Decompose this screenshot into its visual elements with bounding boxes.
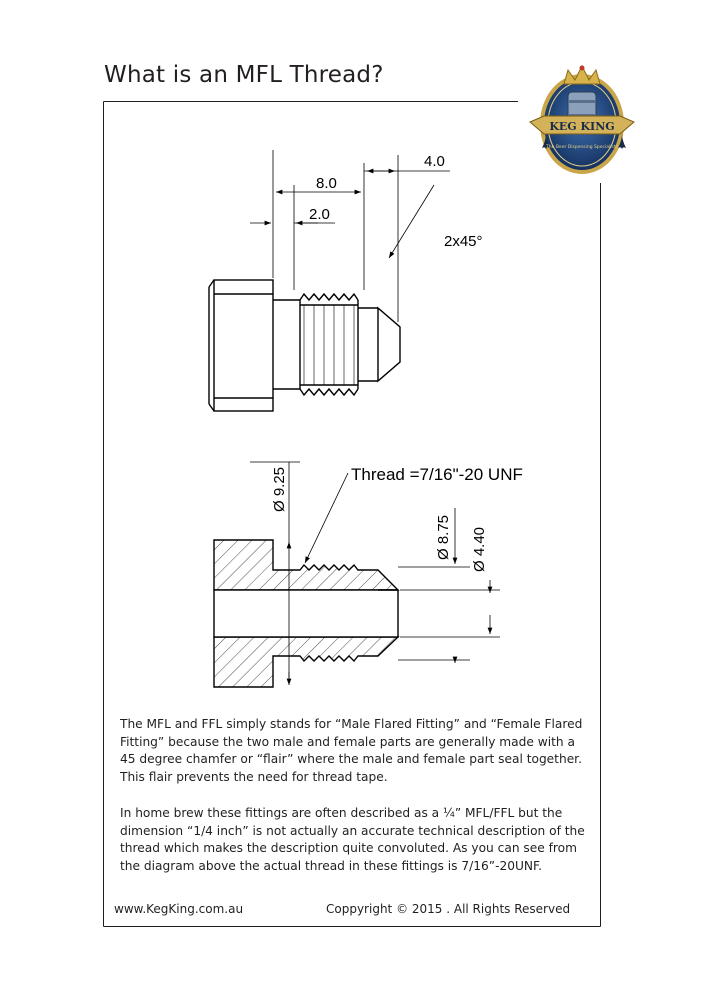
dia-outer-label: Ø 9.25 [271, 466, 288, 512]
logo-text: KEG KING [549, 120, 615, 133]
description-paragraph-1: The MFL and FFL simply stands for “Male Flared Fitting” and “Female Flared Fitting” because the two male and female parts are generally made with a 45 degree chamfer or “flair” where the male and female part seal together. This flair prevents the need for thread tape. [120, 717, 583, 784]
thread-callout: Thread =7/16"-20 UNF [351, 465, 523, 484]
chamfer-label: 2x45° [444, 233, 483, 250]
side-view-fitting [209, 280, 400, 411]
section-view-fitting [214, 540, 398, 687]
dia-thread-label: Ø 8.75 [435, 514, 452, 560]
dim-overall-label: 8.0 [316, 175, 337, 192]
description-paragraph-2: In home brew these fittings are often described as a ¼” MFL/FFL but the dimension “1/4 inch” is not actually an accurate technical description of the thread which makes the description quite convoluted. As you can see from the diagram above the actual thread in these fittings is 7/16”-20UNF. [120, 806, 585, 873]
dim-nose-label: 4.0 [424, 153, 445, 170]
dia-bore-label: Ø 4.40 [471, 526, 488, 572]
footer-copyright: Coppyright © 2015 . All Rights Reserved [326, 902, 571, 916]
page-title: What is an MFL Thread? [104, 62, 384, 88]
top-dimensions [250, 150, 450, 322]
logo-tagline: The Beer Dispensing Specialists [546, 145, 618, 150]
dim-shoulder-label: 2.0 [309, 206, 330, 223]
footer-website: www.KegKing.com.au [114, 902, 244, 916]
